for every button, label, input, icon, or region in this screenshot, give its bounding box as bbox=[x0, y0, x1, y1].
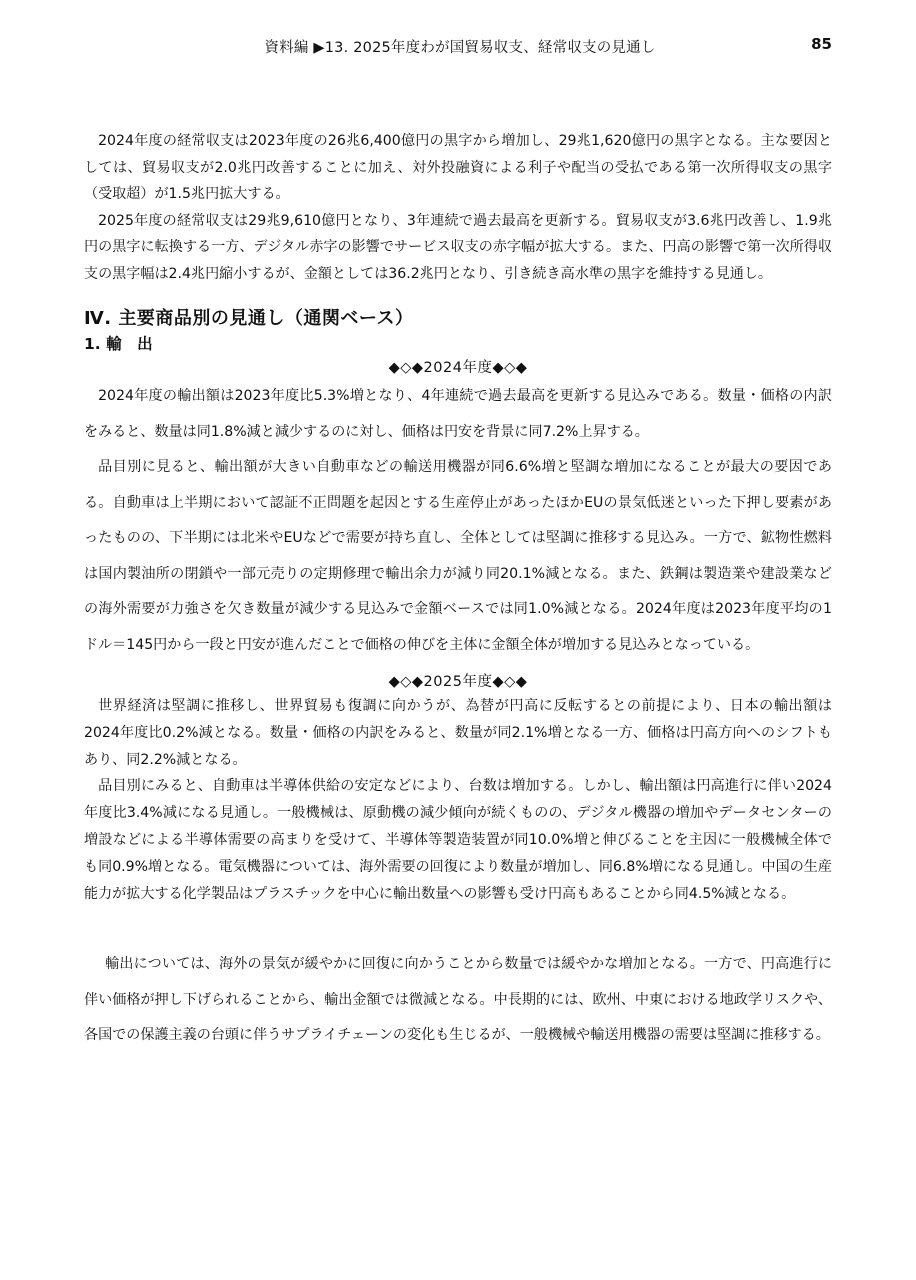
exports-2025-by-item: 品目別にみると、自動車は半導体供給の安定などにより、台数は増加する。しかし、輸出額は円高進行に伴い2024年度比3.4%減になる見通し。一般機械は、原動機の減少傾向が続くものの、デジタル機器の増加やデータセンターの増設などによる半導体需要の高まりを受けて、半導体等製造装置が同10.0%増と伸びることを主因に一般機械全体でも同0.9%増となる。電気機器については、海外需要の回復により数量が増加し、同6.8%増になる見通し。中国の生産能力が拡大する化学製品はプラスチックを中心に輸出数量への影響も受け円高もあることから同4.5%減となる。 bbox=[84, 778, 832, 902]
exports-summary: 輸出については、海外の景気が緩やかに回復に向かうことから数量では緩やかな増加となる。一方で、円高進行に伴い価格が押し下げられることから、輸出金額では微減となる。中長期的には、欧州、中東における地政学リスクや、各国での保護主義の台頭に伴うサプライチェーンの変化も生じるが、一般機械や輸送用機器の需要は堅調に推移する。 bbox=[84, 956, 832, 1044]
intro-paragraph-fy2024: 2024年度の経常収支は2023年度の26兆6,400億円の黒字から増加し、29兆1,620億円の黒字となる。主な要因としては、貿易収支が2.0兆円改善することに加え、対外投融資による利子や配当の受払である第一次所得収支の黒字（受取超）が1.5兆円拡大する。 bbox=[84, 133, 832, 202]
exports-2024-overview: 2024年度の輸出額は2023年度比5.3%増となり、4年連続で過去最高を更新する見込みである。数量・価格の内訳をみると、数量は同1.8%減と減少するのに対し、価格は円安を背景に同7.2%上昇する。 bbox=[84, 388, 832, 440]
subsection-heading-exports: 1. 輸 出 bbox=[84, 335, 153, 353]
year-marker-2025: ◆◇◆2025年度◆◇◆ bbox=[388, 674, 528, 690]
section-heading: Ⅳ. 主要商品別の見通し（通関ベース） bbox=[84, 308, 414, 329]
exports-2025-overview: 世界経済は堅調に推移し、世界貿易も復調に向かうが、為替が円高に反転するとの前提により、日本の輸出額は2024年度比0.2%減となる。数量・価格の内訳をみると、数量が同2.1%増となる一方、価格は円高方向へのシフトもあり、同2.2%減となる。 bbox=[84, 698, 832, 768]
year-marker-2024: ◆◇◆2024年度◆◇◆ bbox=[388, 360, 528, 376]
page-body bbox=[84, 128, 832, 1054]
running-header-title: 資料編 ▶13. 2025年度わが国貿易収支、経常収支の見通し bbox=[264, 40, 656, 56]
page-number: 85 bbox=[811, 35, 832, 53]
intro-paragraph-fy2025: 2025年度の経常収支は29兆9,610億円となり、3年連続で過去最高を更新する。貿易収支が3.6兆円改善し、1.9兆円の黒字に転換する一方、デジタル赤字の影響でサービス収支の赤字幅が拡大する。また、円高の影響で第一次所得収支の黒字幅は2.4兆円縮小するが、金額としては36.2兆円となり、引き続き高水準の黒字を維持する見通し。 bbox=[84, 212, 832, 282]
exports-2024-by-item: 品目別に見ると、輸出額が大きい自動車などの輸送用機器が同6.6%増と堅調な増加になることが最大の要因である。自動車は上半期において認証不正問題を起因とする生産停止があったほかEUの景気低迷といった下押し要素があったものの、下半期には北米やEUなどで需要が持ち直し、全体としては堅調に推移する見込み。一方で、鉱物性燃料は国内製油所の閉鎖や一部元売りの定期修理で輸出余力が減り同20.1%減となる。また、鉄鋼は製造業や建設業などの海外需要が力強さを欠き数量が減少する見込みで金額ベースでは同1.0%減となる。2024年度は2023年度平均の1ドル＝145円から一段と円安が進んだことで価格の伸びを主体に金額全体が増加する見込みとなっている。 bbox=[84, 459, 832, 653]
